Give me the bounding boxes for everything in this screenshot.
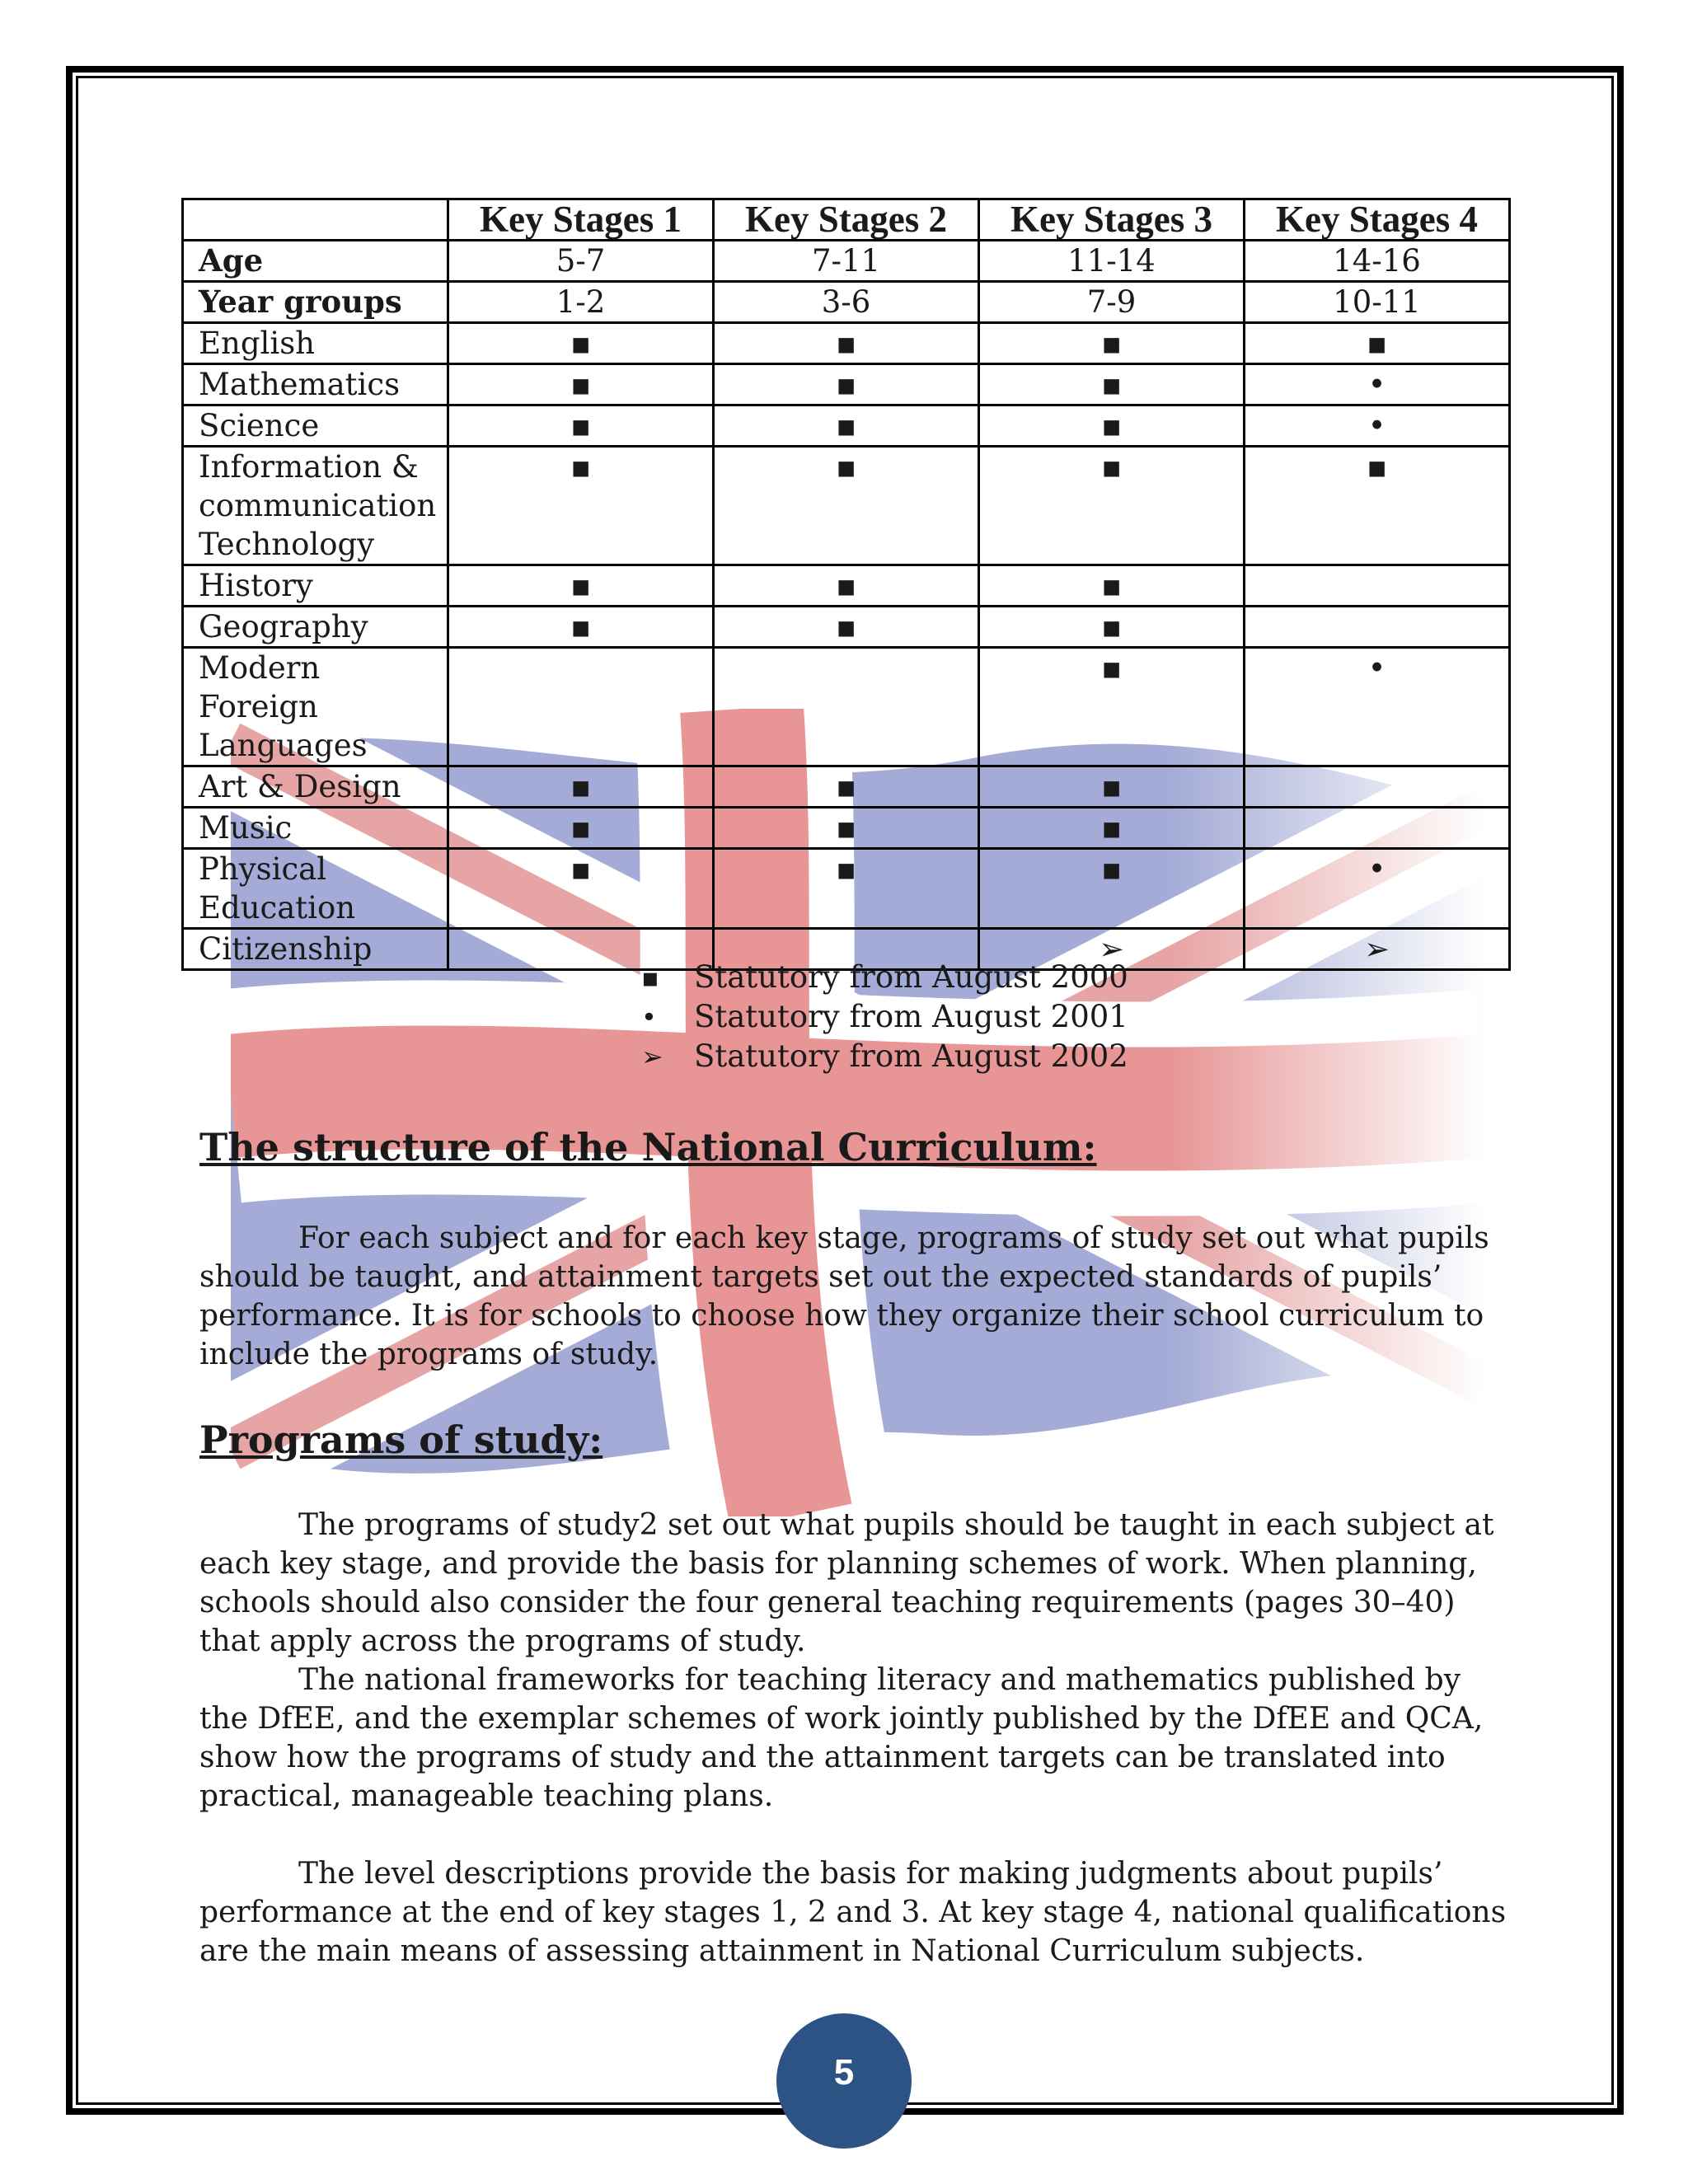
table-cell-mark: ▪ (448, 849, 714, 929)
table-cell-mark: ▪ (979, 648, 1245, 766)
table-cell-value: 5-7 (448, 241, 714, 282)
table-cell-mark (1245, 607, 1510, 648)
table-cell-mark: • (1245, 648, 1510, 766)
table-cell-mark: ▪ (979, 607, 1245, 648)
header-key-stage-1: Key Stages 1 (448, 199, 714, 241)
table-cell-mark: ▪ (714, 766, 979, 808)
programs-paragraph-2: The national frameworks for teaching literacy and mathematics published by the DfEE, and the exemplar schemes of work jointly published by the DfEE and QCA, show how the programs of study and the attainment targets can be translated into practical, manageable teaching plans. (199, 1663, 1484, 1813)
table-cell-mark (1245, 565, 1510, 607)
table-cell-mark: ▪ (714, 565, 979, 607)
structure-heading: The structure of the National Curriculum: (199, 1125, 1097, 1169)
table-cell-mark: ▪ (979, 447, 1245, 565)
legend-text: Statutory from August 2000 (694, 959, 1128, 995)
table-cell-mark: ▪ (448, 405, 714, 447)
table-cell-mark: ▪ (448, 808, 714, 849)
header-key-stage-4: Key Stages 4 (1245, 199, 1510, 241)
table-cell-mark: ▪ (448, 323, 714, 364)
table-cell-mark: ▪ (714, 364, 979, 405)
table-row (183, 648, 1510, 766)
table-header-row (183, 199, 1510, 241)
table-cell-mark: ➢ (979, 929, 1245, 970)
table-cell-mark: ▪ (714, 808, 979, 849)
page-number-badge: 5 (776, 2013, 912, 2149)
table-cell-mark (1245, 808, 1510, 849)
row-label: Music (183, 808, 448, 849)
table-row (183, 766, 1510, 808)
table-cell-mark: ▪ (979, 405, 1245, 447)
row-label: English (183, 323, 448, 364)
table-cell-mark: • (1245, 849, 1510, 929)
header-key-stage-2: Key Stages 2 (714, 199, 979, 241)
row-label: Science (183, 405, 448, 447)
table-cell-value: 7-9 (979, 282, 1245, 323)
legend-symbol-icon: ➢ (641, 1041, 663, 1072)
legend (641, 958, 1128, 1076)
table-row (183, 323, 1510, 364)
table-row (183, 565, 1510, 607)
table-cell-mark: ▪ (1245, 323, 1510, 364)
table-row (183, 364, 1510, 405)
table-cell-value: 11-14 (979, 241, 1245, 282)
row-label: History (183, 565, 448, 607)
row-label: Mathematics (183, 364, 448, 405)
table-cell-mark: ▪ (979, 323, 1245, 364)
legend-text: Statutory from August 2002 (694, 1038, 1128, 1074)
curriculum-table (181, 198, 1511, 971)
header-empty-cell (183, 199, 448, 241)
table-cell-mark: ▪ (979, 766, 1245, 808)
table-cell-mark: ▪ (979, 565, 1245, 607)
programs-paragraph-1: The programs of study2 set out what pupils should be taught in each subject at each key stage, and provide the basis for planning schemes of work. When planning, schools should also consider the four general teaching requirements (pages 30–40) that apply across the programs of study. (199, 1508, 1494, 1658)
row-label: Year groups (183, 282, 448, 323)
row-label: Geography (183, 607, 448, 648)
legend-item (641, 958, 1128, 997)
table-cell-mark: ▪ (714, 405, 979, 447)
row-label: Citizenship (183, 929, 448, 970)
table-cell-mark: ➢ (1245, 929, 1510, 970)
structure-paragraph: For each subject and for each key stage, programs of study set out what pupils should be taught, and attainment targets set out the expected standards of pupils’ performance. It is for schools to choose how they organize their school curriculum to include the programs of study. (199, 1221, 1489, 1371)
table-cell-mark: ▪ (714, 447, 979, 565)
table-row (183, 849, 1510, 929)
table-cell-mark: ▪ (448, 447, 714, 565)
table-cell-value: 10-11 (1245, 282, 1510, 323)
table-cell-mark: • (1245, 405, 1510, 447)
table-cell-mark: ▪ (979, 364, 1245, 405)
table-row (183, 808, 1510, 849)
row-label: Art & Design (183, 766, 448, 808)
row-label: Modern Foreign Languages (183, 648, 448, 766)
table-row (183, 607, 1510, 648)
table-cell-mark: ▪ (714, 323, 979, 364)
row-label: Physical Education (183, 849, 448, 929)
row-label: Information & communication Technology (183, 447, 448, 565)
table-cell-mark: ▪ (448, 565, 714, 607)
table-cell-value: 3-6 (714, 282, 979, 323)
table-container (181, 198, 1508, 971)
table-body (183, 241, 1510, 970)
table-cell-mark: ▪ (448, 766, 714, 808)
table-cell-mark (714, 648, 979, 766)
table-cell-mark: ▪ (979, 849, 1245, 929)
legend-symbol-icon: ▪ (641, 962, 659, 993)
table-cell-mark: ▪ (1245, 447, 1510, 565)
header-key-stage-3: Key Stages 3 (979, 199, 1245, 241)
table-row (183, 282, 1510, 323)
row-label: Age (183, 241, 448, 282)
table-cell-mark: ▪ (448, 607, 714, 648)
table-cell-value: 1-2 (448, 282, 714, 323)
table-cell-mark (1245, 766, 1510, 808)
table-row (183, 447, 1510, 565)
legend-symbol-icon: • (641, 1001, 657, 1033)
table-cell-value: 14-16 (1245, 241, 1510, 282)
programs-heading: Programs of study: (199, 1418, 603, 1462)
legend-item (641, 1037, 1128, 1076)
table-cell-value: 7-11 (714, 241, 979, 282)
table-cell-mark: ▪ (714, 607, 979, 648)
programs-paragraph-3: The level descriptions provide the basis for making judgments about pupils’ performance at the end of key stages 1, 2 and 3. At key stage 4, national qualifications are the main means of assessing attainment in National Curriculum subjects. (199, 1857, 1507, 1968)
table-cell-mark: ▪ (448, 364, 714, 405)
legend-text: Statutory from August 2001 (694, 999, 1128, 1034)
table-cell-mark: ▪ (979, 808, 1245, 849)
table-cell-mark: ▪ (714, 849, 979, 929)
table-cell-mark (448, 648, 714, 766)
table-row (183, 241, 1510, 282)
legend-item (641, 997, 1128, 1037)
table-cell-mark: • (1245, 364, 1510, 405)
table-row (183, 405, 1510, 447)
